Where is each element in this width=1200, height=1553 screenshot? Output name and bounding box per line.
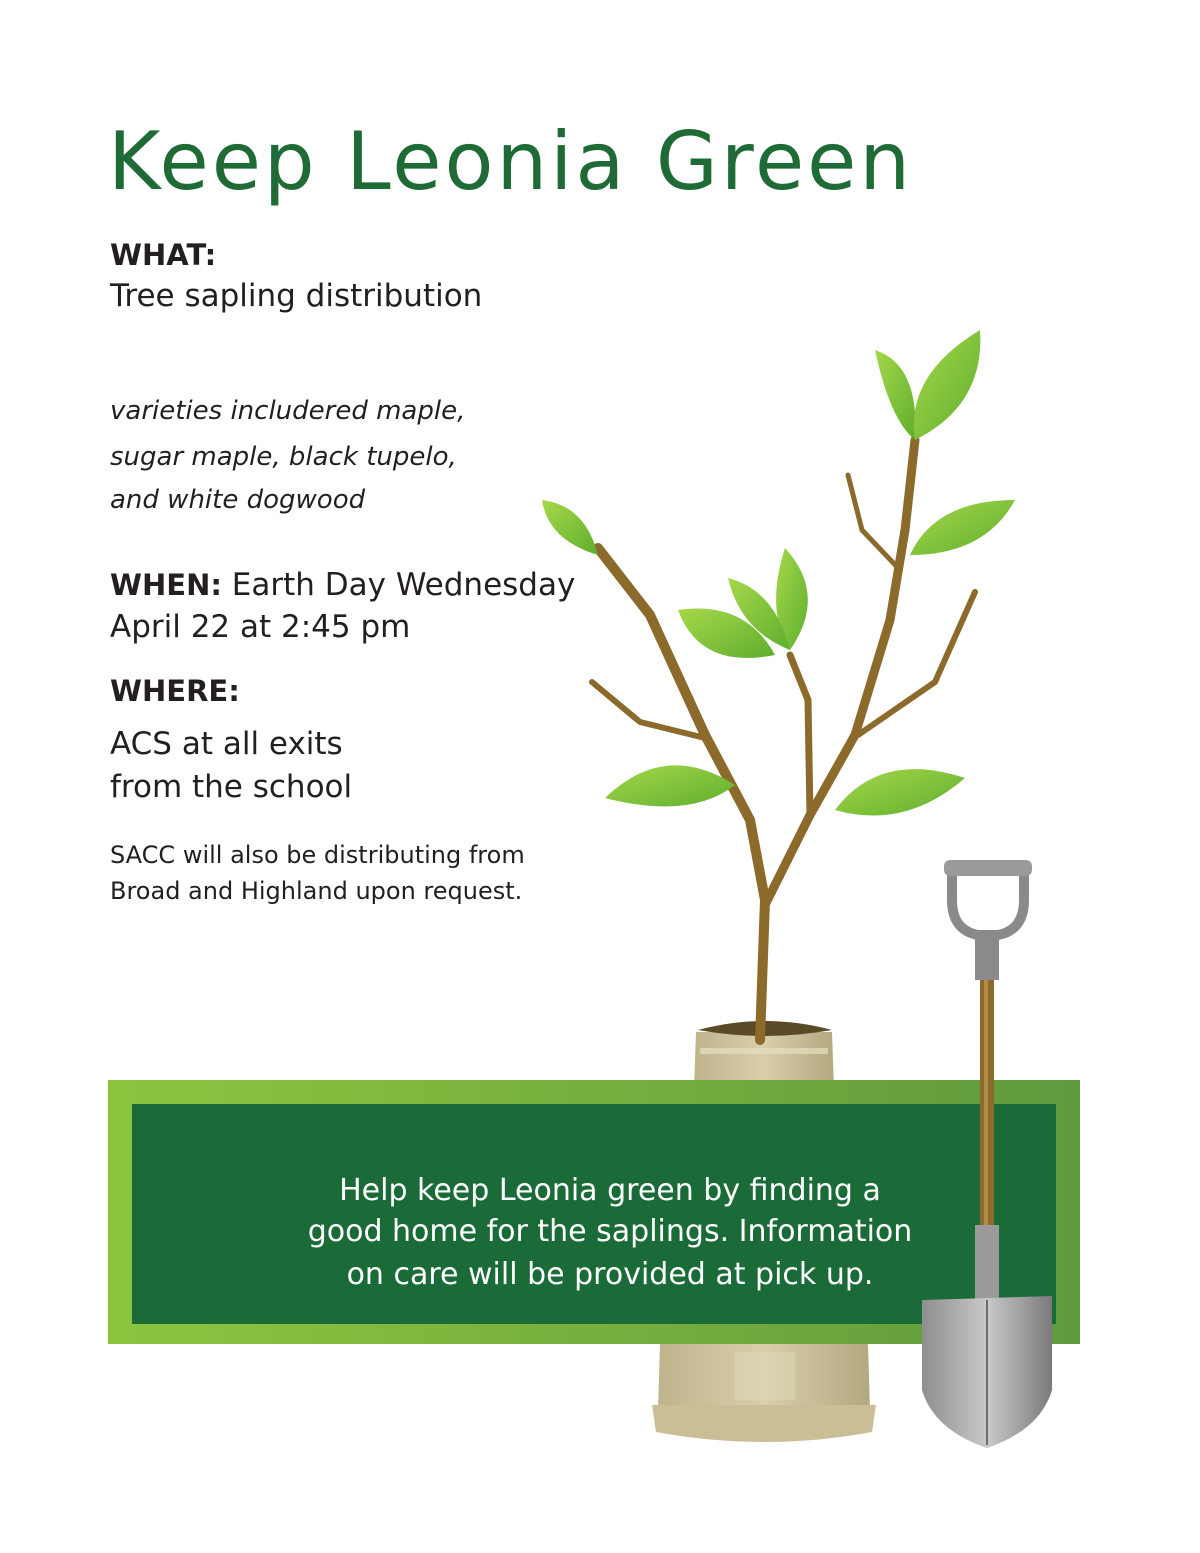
banner-line-3: on care will be provided at pick up. xyxy=(346,1257,874,1292)
where-label: WHERE: xyxy=(110,674,240,708)
varieties-line-2: sugar maple, black tupelo, xyxy=(110,442,457,472)
tree-trunk xyxy=(592,440,975,1040)
note-line-2: Broad and Highland upon request. xyxy=(110,877,523,905)
where-line-2: from the school xyxy=(110,769,353,805)
pot-bottom xyxy=(652,1344,876,1442)
what-label: WHAT: xyxy=(110,238,217,272)
page-title: Keep Leonia Green xyxy=(108,115,914,208)
varieties-line-3: and white dogwood xyxy=(110,485,366,515)
when-label: WHEN: xyxy=(110,568,222,602)
note-line-1: SACC will also be distributing from xyxy=(110,841,525,869)
when-value-line-1: Earth Day Wednesday xyxy=(231,567,576,603)
banner-line-1: Help keep Leonia green by finding a xyxy=(339,1173,881,1208)
where-line-1: ACS at all exits xyxy=(110,726,343,762)
when-line xyxy=(110,567,576,603)
what-value: Tree sapling distribution xyxy=(110,278,483,314)
varieties-line-1: varieties includered maple, xyxy=(110,396,466,426)
when-value-line-2: April 22 at 2:45 pm xyxy=(110,609,411,645)
banner-line-2: good home for the saplings. Information xyxy=(307,1214,913,1249)
